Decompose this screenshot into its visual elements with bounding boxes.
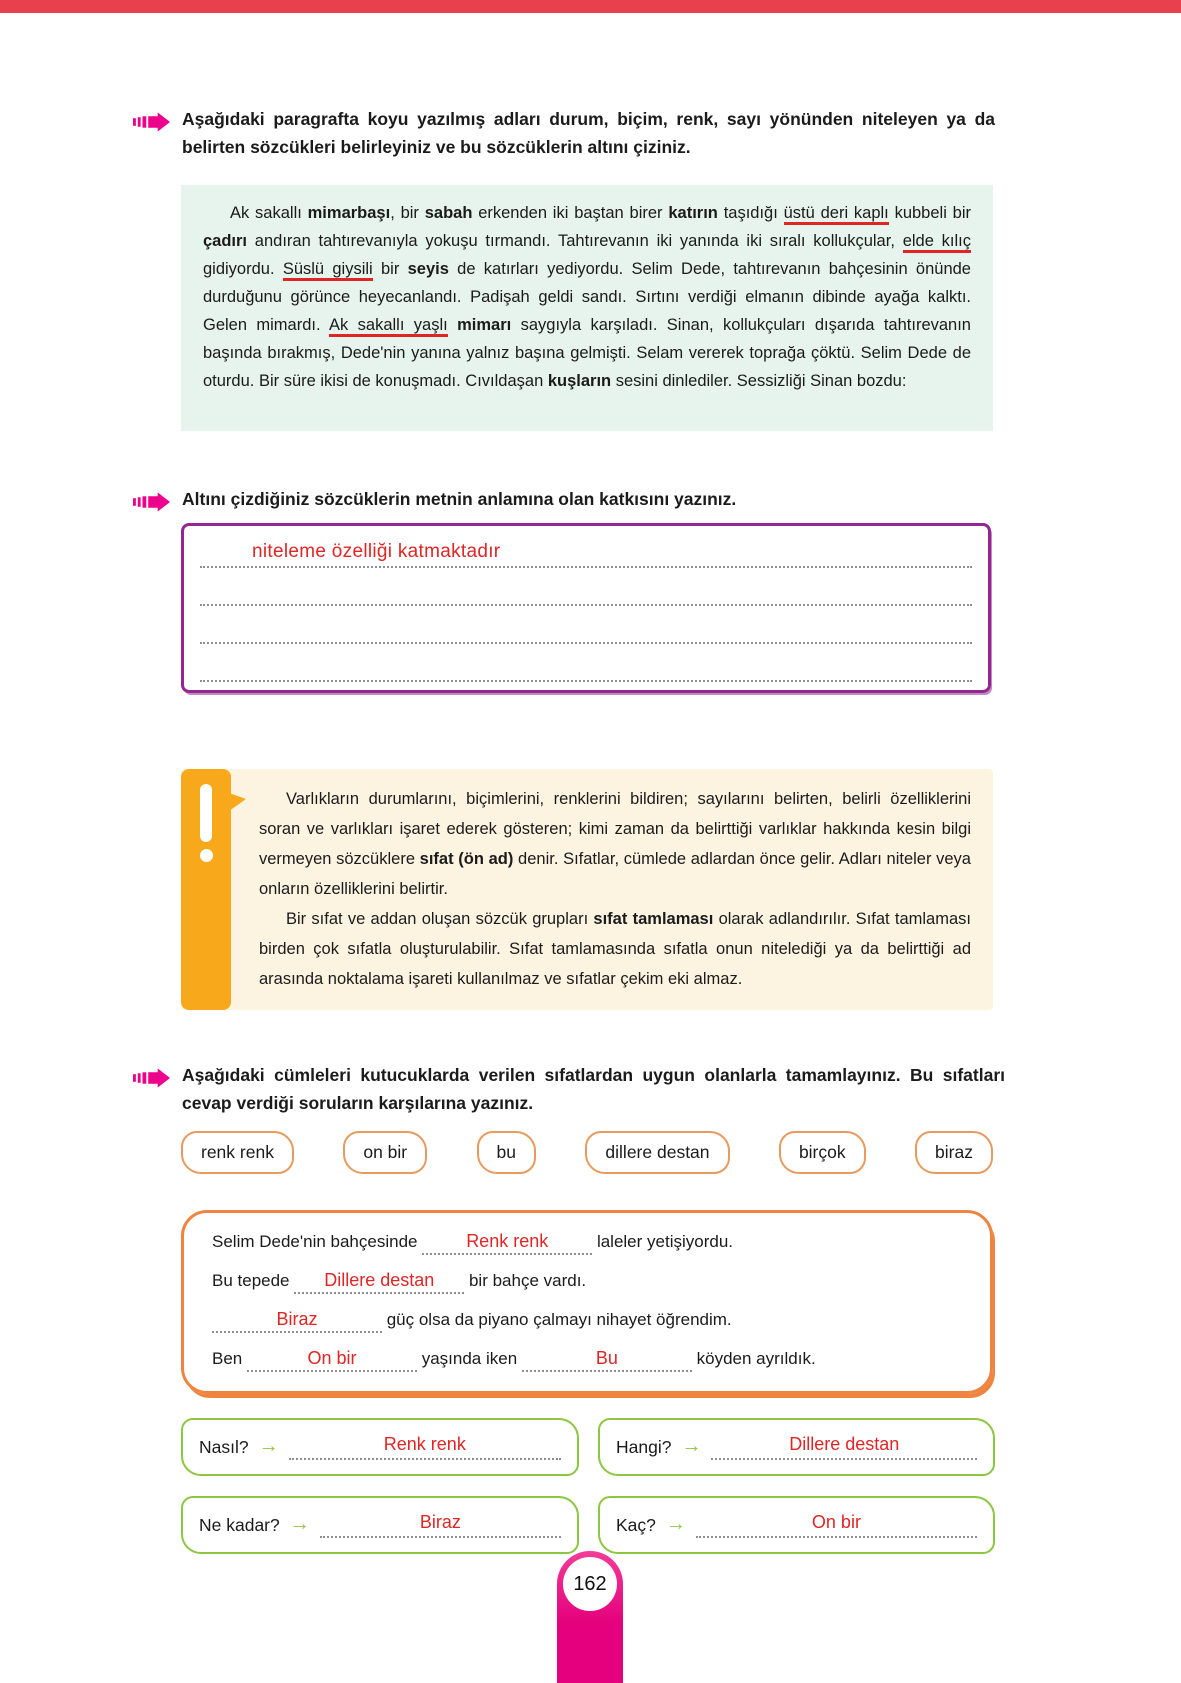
instruction-2 — [133, 486, 995, 518]
answer-blank[interactable]: On bir — [247, 1348, 417, 1372]
instruction-3-text: Aşağıdaki cümleleri kutucuklarda verilen sıfatlardan uygun olanlarla tamamlayınız. Bu sıfatları cevap verdiği soruların karşılarına yazınız. — [182, 1065, 1005, 1113]
adjective-chip: bu — [477, 1131, 536, 1174]
instruction-2-text: Altını çizdiğiniz sözcüklerin metnin anlamına olan katkısını yazınız. — [182, 489, 737, 509]
exclamation-icon — [181, 769, 231, 1010]
written-answer-box[interactable] — [181, 523, 991, 693]
adjective-chip: biraz — [915, 1131, 993, 1174]
underlined-adjective: elde kılıç — [903, 232, 971, 253]
magenta-arrow-icon — [133, 1067, 171, 1094]
question-answer-grid — [181, 1418, 995, 1554]
question-answer-field[interactable]: Dillere destan — [711, 1434, 977, 1460]
text-run: bir — [372, 260, 408, 278]
green-arrow-icon: → — [289, 1512, 310, 1535]
text-run: erkenden iki baştan birer — [472, 204, 669, 222]
question-label: Kaç? — [616, 1514, 656, 1535]
magenta-arrow-icon — [133, 111, 171, 138]
sentence-text: güç olsa da piyano çalmayı nihayet öğrendim. — [382, 1310, 732, 1329]
bold-noun: katırın — [668, 204, 718, 222]
question-answer-box — [181, 1496, 579, 1554]
page-number: 162 — [563, 1557, 617, 1611]
question-label: Nasıl? — [199, 1436, 249, 1457]
page-number-tab — [557, 1551, 623, 1683]
text-run: de katırları yediyordu. Selim Dede, tahtırevanın bahçesinin önünde durduğunu görünce heyecanlandı. Padişah geldi sandı. Sırtını verdiği elmanın dibinde ayağa kalktı. Gelen mimardı. — [203, 260, 971, 334]
sentence-text: köyden ayrıldık. — [691, 1349, 816, 1368]
bold-noun: seyis — [407, 260, 449, 278]
bold-noun: sıfat (ön ad) — [419, 850, 514, 868]
reading-passage — [181, 185, 993, 431]
sentence-text: Selim Dede'nin bahçesinde — [212, 1232, 423, 1251]
instruction-1-text: Aşağıdaki paragrafta koyu yazılmış adları durum, biçim, renk, sayı yönünden niteleyen ya da belirten sözcükleri belirleyiniz ve bu sözcüklerin altını çiziniz. — [182, 109, 995, 157]
question-answer-box — [598, 1496, 995, 1554]
dotted-answer-line[interactable] — [200, 644, 972, 682]
underlined-adjective: Ak sakallı yaşlı — [329, 316, 448, 337]
question-answer-field[interactable]: On bir — [696, 1512, 977, 1538]
info-paragraph — [259, 784, 971, 904]
fill-in-sentence — [212, 1229, 962, 1255]
text-run: gidiyordu. — [203, 260, 283, 278]
instruction-1 — [133, 106, 995, 161]
bold-noun: sıfat tamlaması — [593, 910, 714, 928]
underlined-adjective: üstü deri kaplı — [784, 204, 889, 225]
question-answer-field[interactable]: Biraz — [320, 1512, 561, 1538]
question-answer-box — [598, 1418, 995, 1476]
sentence-text: laleler yetişiyordu. — [592, 1232, 733, 1251]
dotted-answer-line[interactable] — [200, 606, 972, 644]
adjective-chip: dillere destan — [585, 1131, 729, 1174]
magenta-arrow-icon — [133, 491, 171, 518]
bold-noun: çadırı — [203, 232, 248, 250]
instruction-3 — [133, 1062, 1005, 1117]
green-arrow-icon: → — [665, 1512, 686, 1535]
adjective-chip-row — [181, 1131, 993, 1174]
text-run: , bir — [390, 204, 425, 222]
bold-noun: mimarbaşı — [307, 204, 391, 222]
page-top-border — [0, 0, 1181, 13]
dotted-answer-line[interactable] — [200, 530, 972, 568]
question-label: Ne kadar? — [199, 1514, 280, 1535]
text-run: Ak sakallı — [230, 204, 308, 222]
answer-blank[interactable]: Dillere destan — [294, 1270, 464, 1294]
text-run: taşıdığı — [717, 204, 784, 222]
answer-blank[interactable]: Renk renk — [422, 1231, 592, 1255]
text-run: sesini dinlediler. Sessizliği Sinan bozdu: — [611, 372, 907, 390]
adjective-chip: on bir — [343, 1131, 427, 1174]
adjective-chip: birçok — [779, 1131, 866, 1174]
question-answer-field[interactable]: Renk renk — [289, 1434, 561, 1460]
text-run: kubbeli bir — [888, 204, 971, 222]
question-label: Hangi? — [616, 1436, 672, 1457]
dotted-answer-line[interactable] — [200, 568, 972, 606]
adjective-chip: renk renk — [181, 1131, 294, 1174]
sentence-text: Ben — [212, 1349, 247, 1368]
grammar-info-box — [181, 769, 993, 1010]
question-answer-box — [181, 1418, 579, 1476]
handwritten-answer: niteleme özelliği katmaktadır — [252, 541, 501, 562]
text-run: Bir sıfat ve addan oluşan sözcük grupları — [286, 910, 594, 928]
text-run: saygıyla karşıladı. Sinan, kollukçuları dışarıda tahtırevanın başında bırakmış, Dede'nin yanına yalnız başına gelmişti. Selam vererek toprağa çöktü. Selim Dede de oturdu. Bir süre ikisi de konuşmadı. Cıvıldaşan — [203, 316, 971, 390]
fill-in-sentence — [212, 1346, 962, 1372]
text-run: olarak adlandırılır. Sıfat tamlaması birden çok sıfatla oluşturulabilir. Sıfat tamlamasında sıfatla onun nitelediği ya da belirttiği ad arasında noktalama işareti kullanılmaz ve sıfatlar çekim eki almaz. — [259, 910, 971, 988]
underlined-adjective: Süslü giysili — [283, 260, 373, 281]
bold-noun: kuşların — [547, 372, 612, 390]
sentence-text: bir bahçe vardı. — [464, 1271, 587, 1290]
answer-blank[interactable]: Biraz — [212, 1309, 382, 1333]
sentence-text: yaşında iken — [416, 1349, 522, 1368]
fill-in-sentence — [212, 1307, 962, 1333]
text-run: andıran tahtırevanıyla yokuşu tırmandı. Tahtırevanın iki yanında iki sıralı kollukçular, — [247, 232, 903, 250]
bold-noun: mimarı — [457, 316, 512, 334]
info-paragraph — [259, 904, 971, 994]
answer-blank[interactable]: Bu — [522, 1348, 692, 1372]
text-run — [448, 316, 457, 334]
green-arrow-icon: → — [258, 1434, 279, 1457]
bold-noun: sabah — [424, 204, 473, 222]
fill-in-sentences-box — [181, 1210, 993, 1394]
green-arrow-icon: → — [681, 1434, 702, 1457]
text-run: denir. Sıfatlar, cümlede adlardan önce gelir. Adları niteler veya onların özelliklerini belirtir. — [259, 850, 971, 898]
fill-in-sentence — [212, 1268, 962, 1294]
text-run: Varlıkların durumlarını, biçimlerini, renklerini bildiren; sayılarını belirten, belirli özelliklerini soran ve varlıkları işaret ederek gösteren; kimi zaman da belirttiği varlıklar hakkında kesin bilgi vermeyen sözcüklere — [259, 790, 971, 868]
grammar-info-text — [259, 784, 971, 994]
sentence-text: Bu tepede — [212, 1271, 295, 1290]
